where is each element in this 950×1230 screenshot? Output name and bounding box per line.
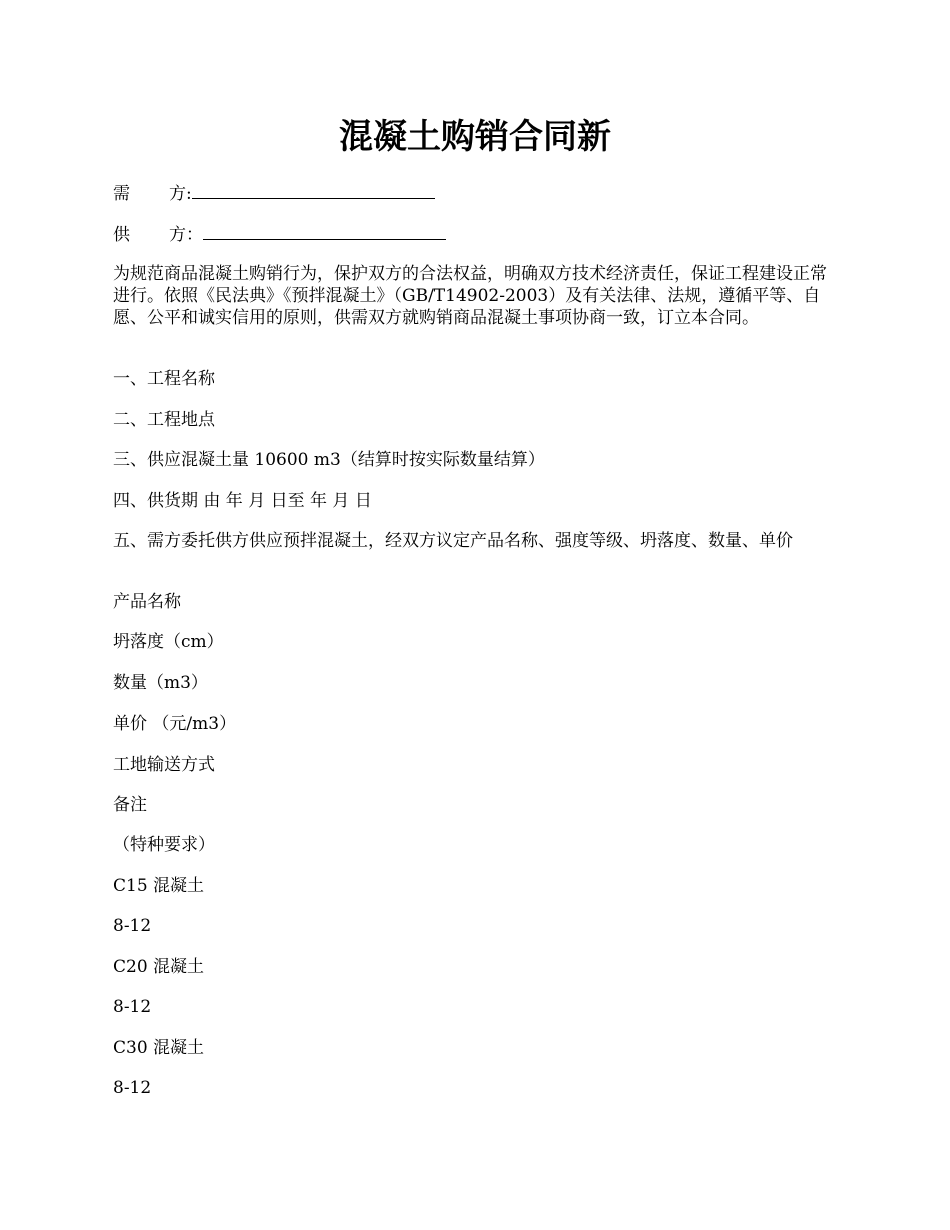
supplier-blank[interactable] [203,223,446,240]
table-item: 8-12 [113,997,152,1017]
buyer-line [113,182,435,205]
table-item: 工地输送方式 [113,755,215,775]
table-item: 8-12 [113,916,152,936]
table-item: C20 混凝土 [113,957,205,977]
table-item: 坍落度（cm） [113,632,224,652]
supplier-line [113,223,446,246]
supplier-label: 供 [113,225,130,245]
table-item: C30 混凝土 [113,1038,205,1058]
buyer-blank[interactable] [192,182,435,199]
table-item: （特种要求） [113,835,215,855]
table-item: 产品名称 [113,592,181,612]
buyer-label: 需 [113,184,130,204]
table-item: 8-12 [113,1078,152,1098]
supplier-suffix: 方： [169,225,203,245]
section-item: 三、供应混凝土量 10600 m3（结算时按实际数量结算） [113,450,545,470]
section-item: 四、供货期 由 年 月 日至 年 月 日 [113,491,372,511]
table-item: 备注 [113,795,147,815]
table-item: C15 混凝土 [113,876,205,896]
document-title: 混凝土购销合同新 [339,117,611,157]
table-item: 数量（m3） [113,673,208,693]
section-item: 一、工程名称 [113,369,215,389]
buyer-suffix: 方: [169,184,192,204]
intro-paragraph: 为规范商品混凝土购销行为，保护双方的合法权益，明确双方技术经济责任，保证工程建设正常进行。依照《民法典》《预拌混凝土》（GB/T14902-2003）及有关法律、法规，遵循平等、自愿、公平和诚实信用的原则，供需双方就购销商品混凝土事项协商一致，订立本合同。 [113,264,827,328]
section-item: 二、工程地点 [113,410,215,430]
table-item: 单价 （元/m3） [113,714,237,734]
section-five: 五、需方委托供方供应预拌混凝土，经双方议定产品名称、强度等级、坍落度、数量、单价 [113,531,793,551]
